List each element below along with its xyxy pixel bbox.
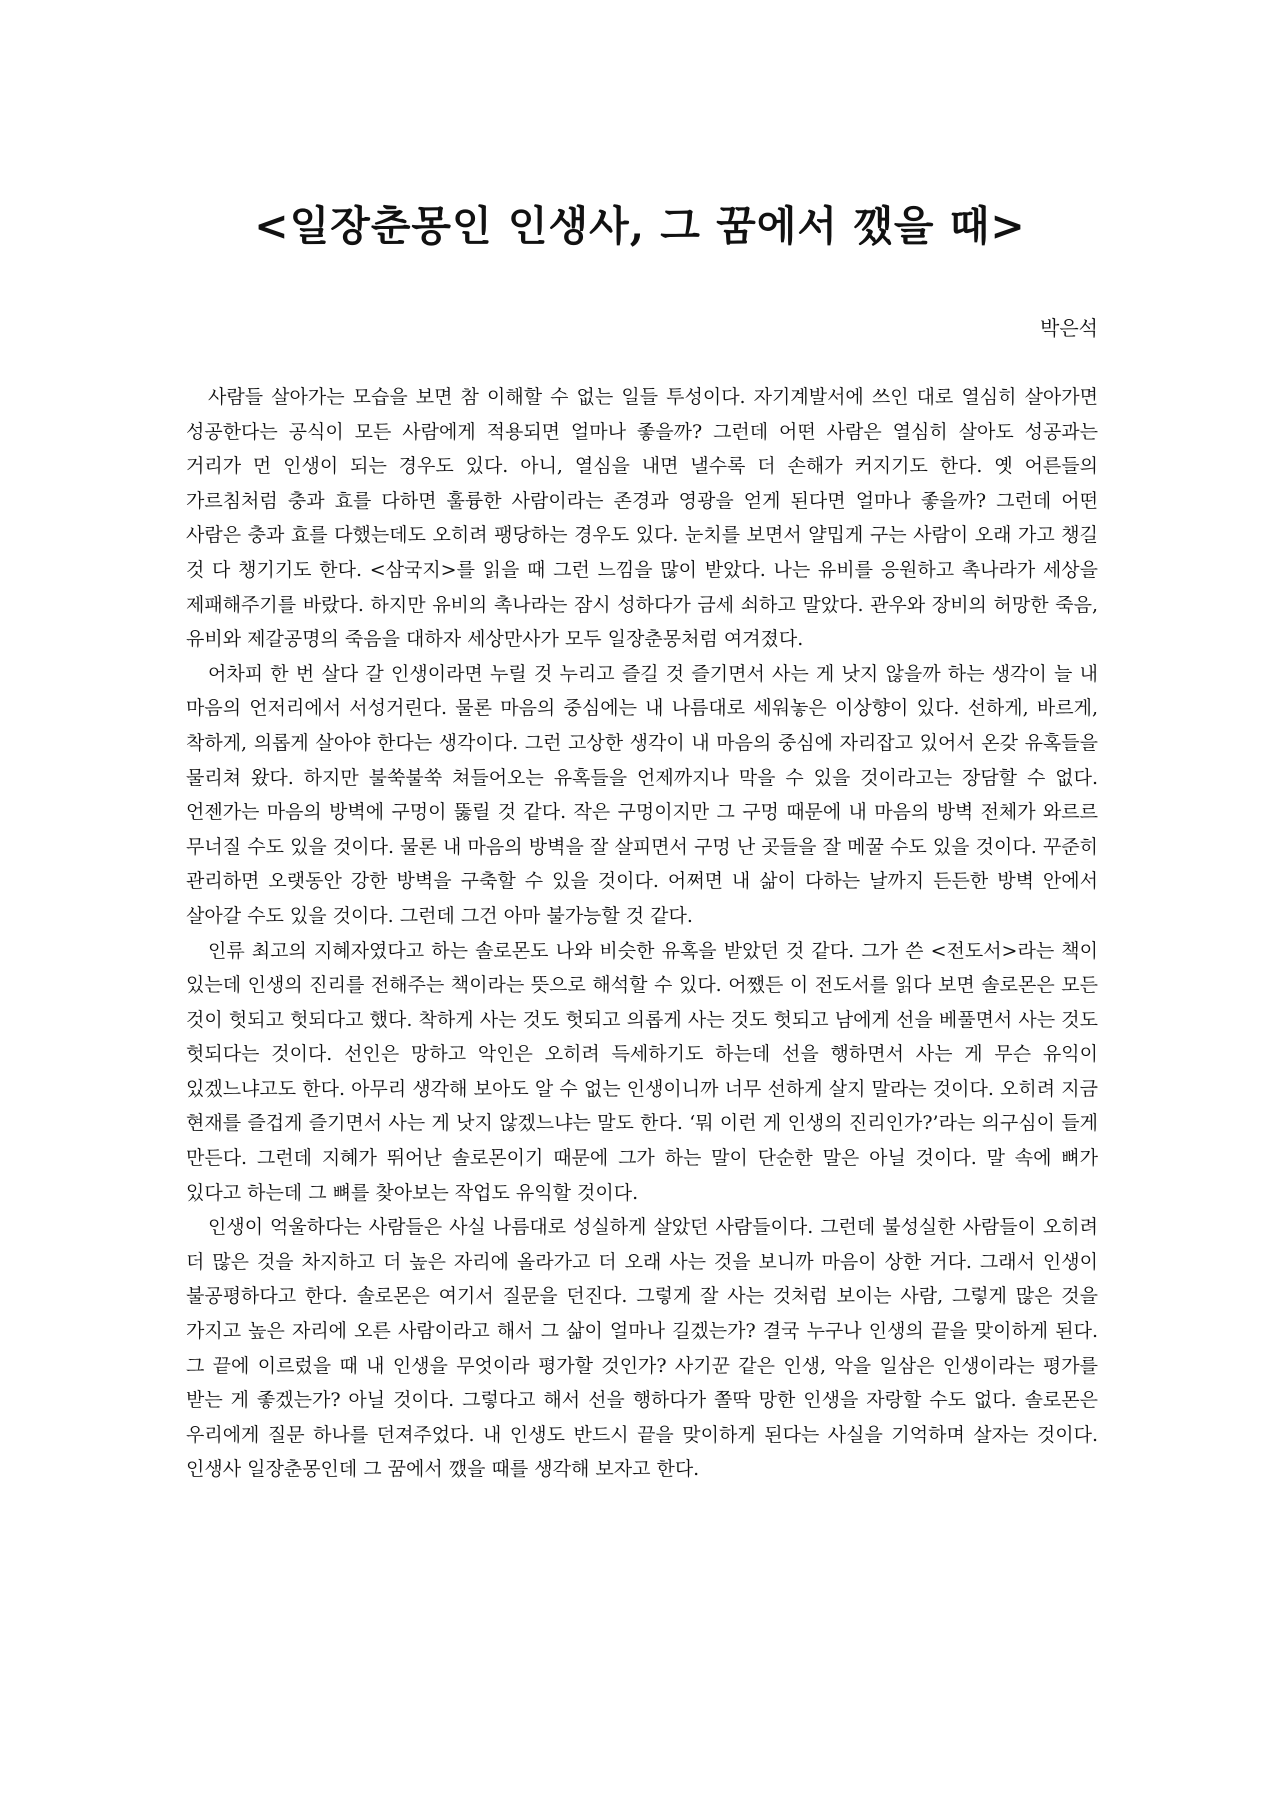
paragraph-3: 인류 최고의 지혜자였다고 하는 솔로몬도 나와 비슷한 유혹을 받았던 것 같다. 그가 쓴 <전도서>라는 책이 있는데 인생의 진리를 전해주는 책이라는 뜻으로 해석할 수 있다. 어쨌든 이 전도서를 읽다 보면 솔로몬은 모든 것이 헛되고 헛되다고 했다. 착하게 사는 것도 헛되고 의롭게 사는 것도 헛되고 남에게 선을 베풀면서 사는 것도 헛되다는 것이다. 선인은 망하고 악인은 오히려 득세하기도 하는데 선을 행하면서 사는 게 무슨 유익이 있겠느냐고도 한다. 아무리 생각해 보아도 알 수 없는 인생이니까 너무 선하게 살지 말라는 것이다. 오히려 지금 현재를 즐겁게 즐기면서 사는 게 낫지 않겠느냐는 말도 한다. ‘뭐 이런 게 인생의 진리인가?’라는 의구심이 들게 만든다. 그런데 지혜가 뛰어난 솔로몬이기 때문에 그가 하는 말이 단순한 말은 아닐 것이다. 말 속에 뼈가 있다고 하는데 그 뼈를 찾아보는 작업도 유익할 것이다. — [186, 939, 1098, 1204]
document-title: <일장춘몽인 인생사, 그 꿈에서 깼을 때> — [254, 202, 1026, 250]
paragraph-1: 사람들 살아가는 모습을 보면 참 이해할 수 없는 일들 투성이다. 자기계발서에 쓰인 대로 열심히 살아가면 성공한다는 공식이 모든 사람에게 적용되면 얼마나 좋을까? 그런데 어떤 사람은 열심히 살아도 성공과는 거리가 먼 인생이 되는 경우도 있다. 아니, 열심을 내면 낼수록 더 손해가 커지기도 한다. 옛 어른들의 가르침처럼 충과 효를 다하면 훌륭한 사람이라는 존경과 영광을 얻게 된다면 얼마나 좋을까? 그런데 어떤 사람은 충과 효를 다했는데도 오히려 팽당하는 경우도 있다. 눈치를 보면서 얄밉게 구는 사람이 오래 가고 챙길 것 다 챙기기도 한다. <삼국지>를 읽을 때 그런 느낌을 많이 받았다. 나는 유비를 응원하고 촉나라가 세상을 제패해주기를 바랐다. 하지만 유비의 촉나라는 잠시 성하다가 금세 쇠하고 말았다. 관우와 장비의 허망한 죽음, 유비와 제갈공명의 죽음을 대하자 세상만사가 모두 일장춘몽처럼 여겨졌다. — [186, 386, 1098, 651]
author-name: 박은석 — [1040, 316, 1098, 340]
document-body — [186, 380, 1098, 1487]
paragraph-2: 어차피 한 번 살다 갈 인생이라면 누릴 것 누리고 즐길 것 즐기면서 사는 게 낫지 않을까 하는 생각이 늘 내 마음의 언저리에서 서성거린다. 물론 마음의 중심에는 내 나름대로 세워놓은 이상향이 있다. 선하게, 바르게, 착하게, 의롭게 살아야 한다는 생각이다. 그런 고상한 생각이 내 마음의 중심에 자리잡고 있어서 온갖 유혹들을 물리쳐 왔다. 하지만 불쑥불쑥 쳐들어오는 유혹들을 언제까지나 막을 수 있을 것이라고는 장담할 수 없다. 언젠가는 마음의 방벽에 구멍이 뚫릴 것 같다. 작은 구멍이지만 그 구멍 때문에 내 마음의 방벽 전체가 와르르 무너질 수도 있을 것이다. 물론 내 마음의 방벽을 잘 살피면서 구멍 난 곳들을 잘 메꿀 수도 있을 것이다. 꾸준히 관리하면 오랫동안 강한 방벽을 구축할 수 있을 것이다. 어쩌면 내 삶이 다하는 날까지 든든한 방벽 안에서 살아갈 수도 있을 것이다. 그런데 그건 아마 불가능할 것 같다. — [186, 662, 1098, 927]
paragraph-4: 인생이 억울하다는 사람들은 사실 나름대로 성실하게 살았던 사람들이다. 그런데 불성실한 사람들이 오히려 더 많은 것을 차지하고 더 높은 자리에 올라가고 더 오래 사는 것을 보니까 마음이 상한 거다. 그래서 인생이 불공평하다고 한다. 솔로몬은 여기서 질문을 던진다. 그렇게 잘 사는 것처럼 보이는 사람, 그렇게 많은 것을 가지고 높은 자리에 오른 사람이라고 해서 그 삶이 얼마나 길겠는가? 결국 누구나 인생의 끝을 맞이하게 된다. 그 끝에 이르렀을 때 내 인생을 무엇이라 평가할 것인가? 사기꾼 같은 인생, 악을 일삼은 인생이라는 평가를 받는 게 좋겠는가? 아닐 것이다. 그렇다고 해서 선을 행하다가 쫄딱 망한 인생을 자랑할 수도 없다. 솔로몬은 우리에게 질문 하나를 던져주었다. 내 인생도 반드시 끝을 맞이하게 된다는 사실을 기억하며 살자는 것이다. 인생사 일장춘몽인데 그 꿈에서 깼을 때를 생각해 보자고 한다. — [186, 1216, 1098, 1481]
